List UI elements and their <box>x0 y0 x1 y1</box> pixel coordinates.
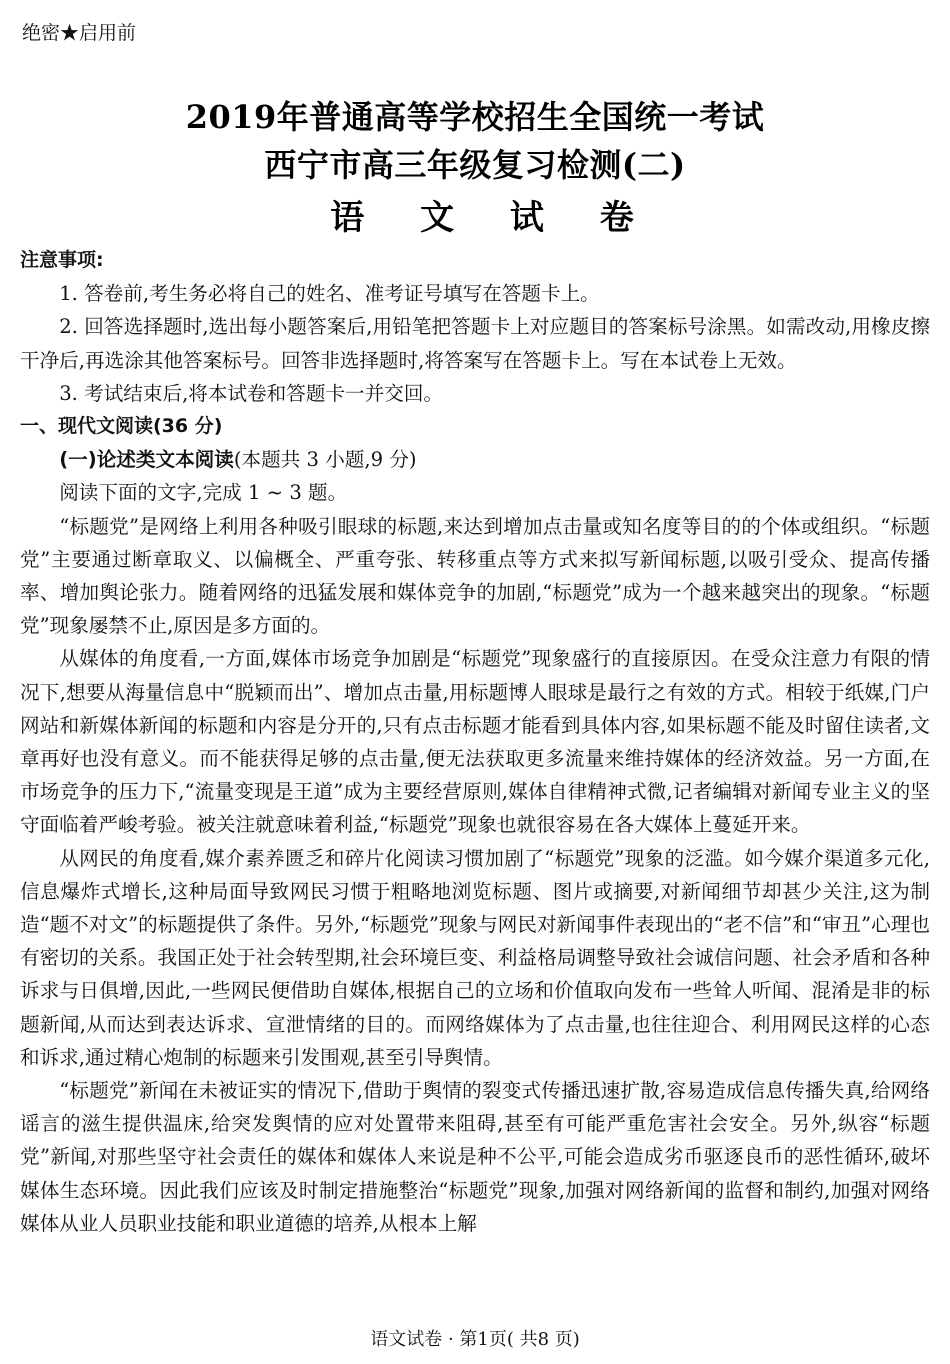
subsection-title: (一)论述类文本阅读 <box>59 448 234 472</box>
page-footer: 语文试卷 · 第1页( 共8 页) <box>370 1329 580 1350</box>
notes-heading: 注意事项: <box>20 249 104 271</box>
page-content <box>20 244 930 1240</box>
passage-paragraph: 从媒体的角度看,一方面,媒体市场竞争加剧是“标题党”现象盛行的直接原因。在受众注意力有限的情况下,想要从海量信息中“脱颖而出”、增加点击量,用标题博人眼球是最行之有效的方式。相较于纸媒,门户网站和新媒体新闻的标题和内容是分开的,只有点击标题才能看到具体内容,如果标题不能及时留住读者,文章再好也没有意义。而不能获得足够的点击量,便无法获取更多流量来维持媒体的经济效益。另一方面,在市场竞争的压力下,“流量变现是王道”成为主要经营原则,媒体自律精神式微,记者编辑对新闻专业主义的坚守面临着严峻考验。被关注就意味着利益,“标题党”现象也就很容易在各大媒体上蔓延开来。 <box>20 647 930 837</box>
passage-paragraph: “标题党”新闻在未被证实的情况下,借助于舆情的裂变式传播迅速扩散,容易造成信息传播失真,给网络谣言的滋生提供温床,给突发舆情的应对处置带来阻碍,甚至有可能严重危害社会安全。另外,纵容“标题党”新闻,对那些坚守社会责任的媒体和媒体人来说是种不公平,可能会造成劣币驱逐良币的恶性循环,破坏媒体生态环境。因此我们应该及时制定措施整治“标题党”现象,加强对网络新闻的监督和制约,加强对网络媒体从业人员职业技能和职业道德的培养,从根本上解 <box>20 1079 930 1235</box>
note-item: 1. 答卷前,考生务必将自己的姓名、准考证号填写在答题卡上。 <box>59 282 600 306</box>
reading-instruction: 阅读下面的文字,完成 1 ~ 3 题。 <box>59 481 348 505</box>
exam-subtitle: 西宁市高三年级复习检测(二) <box>264 146 686 184</box>
note-item: 2. 回答选择题时,选出每小题答案后,用铅笔把答题卡上对应题目的答案标号涂黑。如需改动,用橡皮擦干净后,再选涂其他答案标号。回答非选择题时,将答案写在答题卡上。写在本试卷上无效。 <box>20 315 930 372</box>
passage-paragraph: “标题党”是网络上利用各种吸引眼球的标题,来达到增加点击量或知名度等目的的个体或组织。“标题党”主要通过断章取义、以偏概全、严重夸张、转移重点等方式来拟写新闻标题,以吸引受众、提高传播率、增加舆论张力。随着网络的迅猛发展和媒体竞争的加剧,“标题党”成为一个越来越突出的现象。“标题党”现象屡禁不止,原因是多方面的。 <box>20 514 930 638</box>
subject-title: 语 文 试 卷 <box>330 198 656 238</box>
subsection-heading <box>20 443 930 476</box>
exam-title: 2019年普通高等学校招生全国统一考试 <box>185 98 765 136</box>
section-heading: 一、现代文阅读(36 分) <box>20 415 223 438</box>
note-item: 3. 考试结束后,将本试卷和答题卡一并交回。 <box>59 381 444 405</box>
confidential-label: 绝密★启用前 <box>22 22 137 44</box>
passage-paragraph: 从网民的角度看,媒介素养匮乏和碎片化阅读习惯加剧了“标题党”现象的泛滥。如今媒介渠道多元化,信息爆炸式增长,这种局面导致网民习惯于粗略地浏览标题、图片或摘要,对新闻细节却甚少关注,这为制造“题不对文”的标题提供了条件。另外,“标题党”现象与网民对新闻事件表现出的“老不信”和“审丑”心理也有密切的关系。我国正处于社会转型期,社会环境巨变、利益格局调整导致社会诚信问题、社会矛盾和各种诉求与日俱增,因此,一些网民便借助自媒体,根据自己的立场和价值取向发布一些耸人听闻、混淆是非的标题新闻,从而达到表达诉求、宣泄情绪的目的。而网络媒体为了点击量,也往往迎合、利用网民这样的心态和诉求,通过精心炮制的标题来引发围观,甚至引导舆情。 <box>20 846 930 1069</box>
subsection-note: (本题共 3 小题,9 分) <box>233 448 417 472</box>
